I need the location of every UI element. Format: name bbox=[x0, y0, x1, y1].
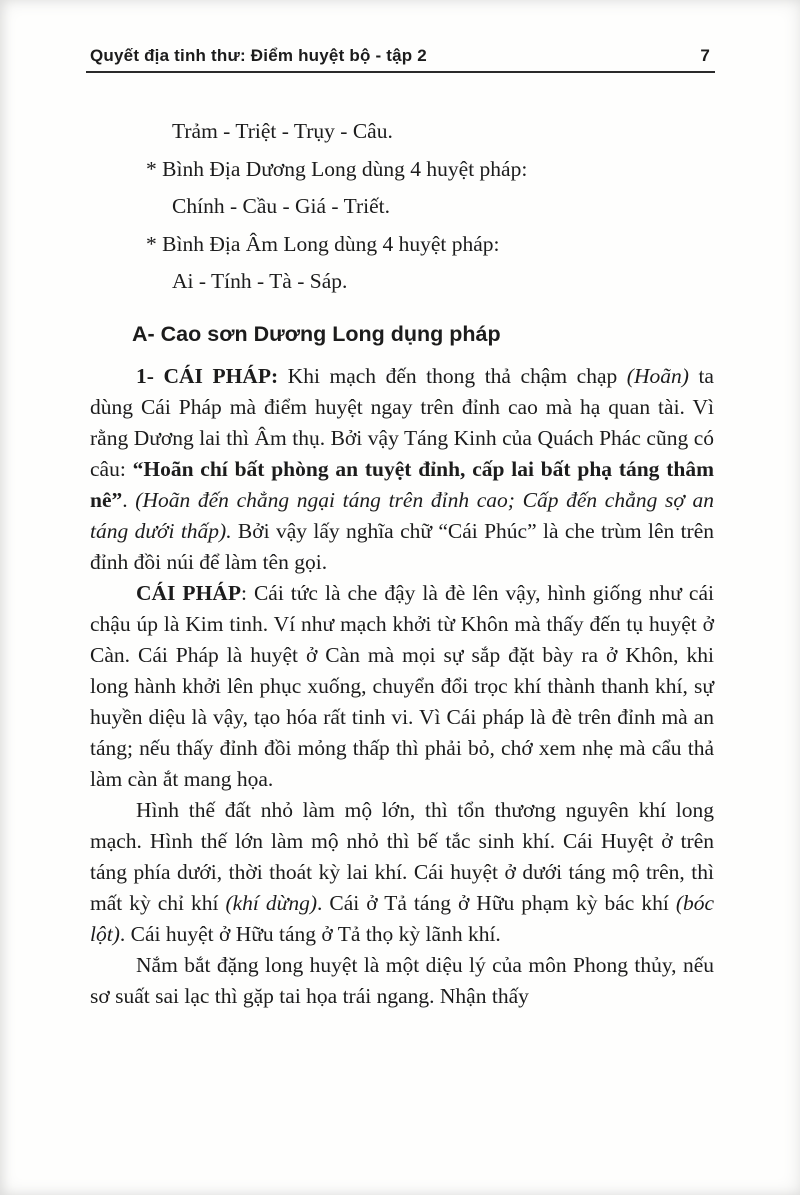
text-segment: . Cái ở Tả táng ở Hữu phạm kỳ bác khí bbox=[317, 890, 676, 915]
list-line bbox=[90, 226, 714, 264]
text-segment: Nắm bắt đặng long huyệt là một diệu lý của môn Phong thủy, nếu sơ suất sai lạc thì gặp tai họa trái ngang. Nhận thấy bbox=[90, 952, 714, 1008]
section-heading bbox=[90, 322, 714, 347]
text-segment: ta dùng Cái Pháp mà điểm huyệt ngay trên đỉnh cao mà hạ quan tài. Vì rằng Dương lai thì Âm thụ. Bởi vậy Táng Kinh của Quách Phác cũng có câu: bbox=[90, 363, 714, 481]
list-line bbox=[90, 188, 714, 226]
text-segment: “Hoãn chí bất phòng an tuyệt đỉnh, cấp lai bất phạ táng thâm nê” bbox=[90, 456, 714, 512]
paragraph-cai-phap-1 bbox=[90, 361, 714, 578]
text-segment: : Cái tức là che đậy là đè lên vậy, hình giống như cái chậu úp là Kim tinh. Ví như mạch khởi từ Khôn mà thấy đến tụ huyệt ở Càn. Cái Pháp là huyệt ở Càn mà mọi sự sắp đặt bày ra ở Khôn, khi long hành khởi lên phục xuống, chuyển đổi trọc khí thành thanh khí, sự huyền diệu là vậy, tạo hóa rất tinh vi. Vì Cái pháp là đè trên đỉnh mà an táng; nếu thấy đỉnh đồi mỏng thấp thì phải bỏ, chớ xem nhẹ mà cẩu thả làm càn ắt mang họa. bbox=[90, 580, 714, 791]
text-segment: Trảm - Triệt - Trụy - Câu. bbox=[172, 119, 393, 143]
list-line bbox=[90, 113, 714, 151]
text-segment: Bởi vậy lấy nghĩa chữ “Cái Phúc” là che trùm lên trên đỉnh đồi núi để làm tên gọi. bbox=[90, 518, 715, 574]
text-segment: CÁI PHÁP bbox=[136, 580, 241, 605]
text-segment: Chính - Cầu - Giá - Triết. bbox=[172, 194, 390, 218]
header-title: Quyết địa tinh thư: Điểm huyệt bộ - tập 2 bbox=[90, 46, 427, 65]
text-segment: Khi mạch đến thong thả chậm chạp bbox=[287, 363, 627, 388]
paragraph-hinh-the bbox=[90, 795, 714, 950]
text-segment: . Cái huyệt ở Hữu táng ở Tả thọ kỳ lãnh khí. bbox=[119, 921, 501, 946]
text-segment: A- Cao sơn Dương Long dụng pháp bbox=[132, 321, 501, 346]
text-segment: (bóc lột) bbox=[90, 890, 715, 946]
page-number: 7 bbox=[700, 46, 710, 65]
paragraph-nam-bat bbox=[90, 950, 714, 1012]
text-segment: Ai - Tính - Tà - Sáp. bbox=[172, 269, 348, 293]
text-segment: * Bình Địa Âm Long dùng 4 huyệt pháp: bbox=[146, 231, 500, 256]
text-segment: 1- CÁI PHÁP: bbox=[136, 363, 288, 388]
page-body bbox=[0, 73, 800, 1012]
text-segment: . bbox=[122, 487, 136, 512]
paragraph-cai-phap-2 bbox=[90, 578, 714, 795]
text-segment: (khí dừng) bbox=[225, 890, 318, 915]
text-segment: * Bình Địa Dương Long dùng 4 huyệt pháp: bbox=[146, 156, 528, 181]
running-header bbox=[0, 0, 800, 66]
text-segment: Hình thế đất nhỏ làm mộ lớn, thì tổn thương nguyên khí long mạch. Hình thế lớn làm mộ nhỏ thì bế tắc sinh khí. Cái Huyệt ở trên táng phía dưới, thời thoát kỳ lai khí. Cái huyệt ở dưới táng mộ trên, thì mất kỳ chỉ khí bbox=[90, 797, 714, 915]
text-segment: (Hoãn đến chẳng ngại táng trên đỉnh cao; Cấp đến chẳng sợ an táng dưới thấp). bbox=[90, 487, 715, 543]
list-line bbox=[90, 151, 714, 189]
text-segment: (Hoãn) bbox=[626, 363, 689, 388]
list-line bbox=[90, 263, 714, 301]
